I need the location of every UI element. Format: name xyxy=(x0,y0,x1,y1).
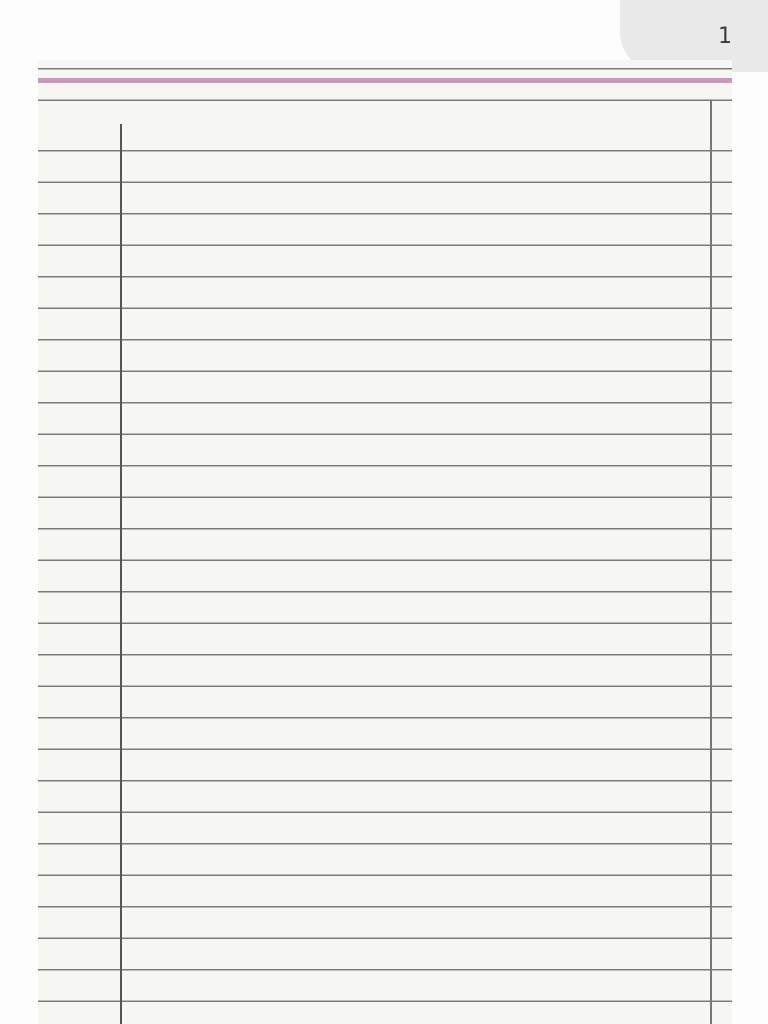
page-top-band xyxy=(38,78,732,83)
page-number: 1 xyxy=(718,23,732,49)
margin-line xyxy=(120,124,122,1024)
ruled-lines xyxy=(38,60,732,1024)
right-margin-line xyxy=(710,100,712,1024)
notebook-page-image xyxy=(38,60,732,1024)
